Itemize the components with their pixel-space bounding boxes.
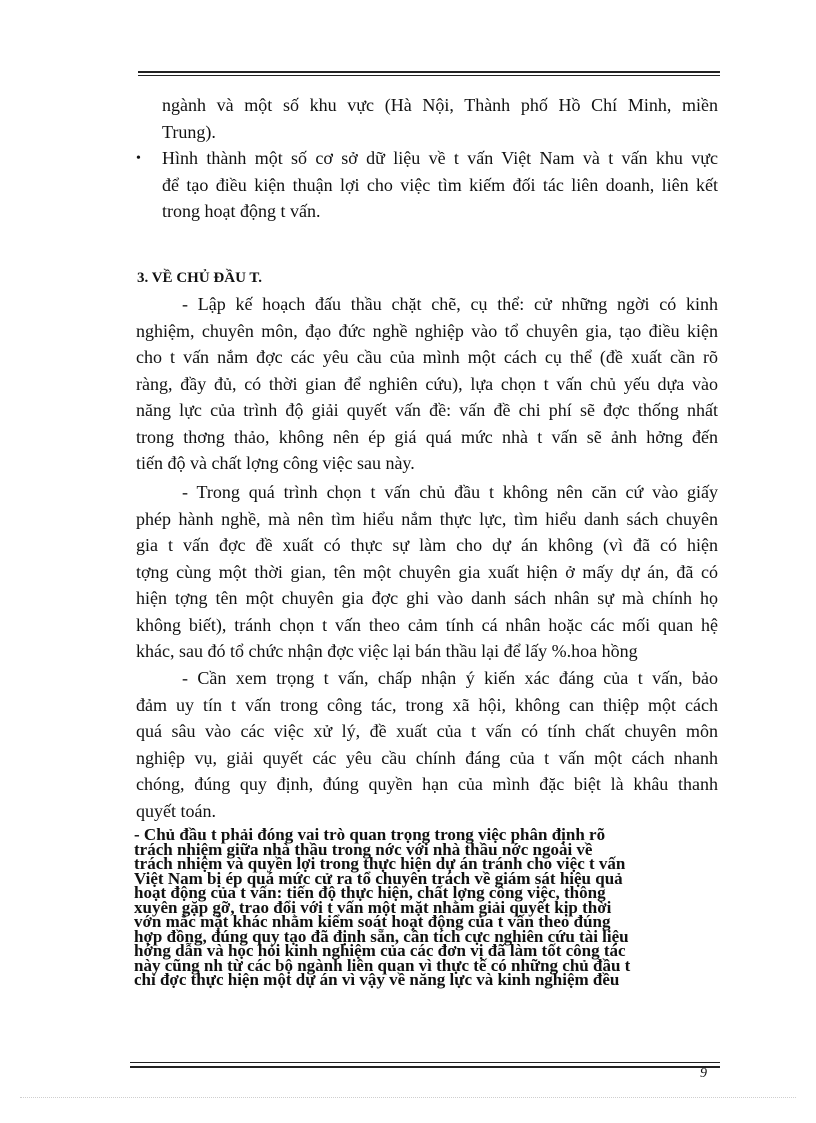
text-line: quá sâu vào các việc xử lý, đề xuất của t vấn có tính chất chuyên môn: [136, 721, 718, 741]
text-line: hiện tợng tên một chuyên gia đợc ghi vào danh sách nhân sự mà chính họ: [136, 588, 718, 608]
text-line: hợp đồng, đúng quy tạo đã định sẵn, cần tích cực nghiên cứu tài liệu: [134, 926, 629, 946]
text-line: nghiệm, chuyên môn, đạo đức nghề nghiệp vào tổ chuyên gia, tạo điều kiện: [136, 320, 718, 341]
text-line: phép hành nghề, mà nên tìm hiểu nắm thực lực, tìm hiểu danh sách chuyên: [136, 508, 718, 529]
text-line: quyết toán.: [136, 800, 216, 821]
text-line: tiến độ và chất lợng công việc sau này.: [136, 453, 415, 473]
text-line: Trung).: [162, 121, 216, 142]
text-line: - Cần xem trọng t vấn, chấp nhận ý kiến xác đáng của t vấn, bảo: [182, 668, 718, 688]
paragraph-respect: [136, 665, 718, 824]
continuation-paragraph: [162, 92, 718, 145]
footer-rule-thin: [130, 1062, 720, 1063]
text-line: hoạt động của t vấn: tiến độ thực hiện, chất lợng công việc, thông: [134, 883, 606, 902]
text-line: ngành và một số khu vực (Hà Nội, Thành phố Hồ Chí Minh, miền: [162, 95, 718, 115]
text-line: trong thơng thảo, không nên ép giá quá mức nhà t vấn sẽ ảnh hởng đến: [136, 426, 718, 447]
text-line: để tạo điều kiện thuận lợi cho việc tìm kiếm đối tác liên doanh, liên kết: [162, 174, 718, 195]
text-line: này cũng nh từ các bộ ngành liên quan vì thực tế có những chủ đầu t: [134, 955, 631, 975]
bullet-symbol: •: [136, 151, 141, 166]
text-line: năng lực của trình độ giải quyết vấn đề: vấn đề chi phí sẽ đợc thống nhất: [136, 400, 718, 420]
footer-rule: [130, 1066, 720, 1068]
text-line: - Chủ đầu t phải đóng vai trò quan trọng trong việc phân định rõ: [134, 825, 606, 844]
text-line: trách nhiệm giữa nhà thầu trong nớc với nhà thầu nớc ngoài về: [134, 839, 593, 859]
text-line: ràng, đầy đủ, có thời gian để nghiên cứu), lựa chọn t vấn chủ yếu dựa vào: [136, 373, 718, 394]
text-line: chỉ đợc thực hiện một dự án vì vậy về năng lực và kinh nghiệm đều: [134, 970, 620, 989]
text-line: xuyên gặp gỡ, trao đổi với t vấn một mặt nhằm giải quyết kịp thời: [134, 897, 612, 917]
bold-paragraph: [134, 825, 720, 989]
header-rule: [138, 71, 720, 73]
paragraph-selection: [136, 479, 718, 665]
text-line: trách nhiệm và quyền lợi trong thực hiện dự án tránh cho việc t vấn: [134, 854, 626, 873]
text-line: chóng, đúng quy định, đúng quyền hạn của mình đặc biệt là khâu thanh: [136, 774, 718, 794]
text-line: - Lập kế hoạch đấu thầu chặt chẽ, cụ thể: cử những ngời có kinh: [182, 294, 718, 314]
header-rule-thin: [138, 75, 720, 76]
text-line: trong hoạt động t vấn.: [162, 201, 321, 221]
text-line: đảm uy tín t vấn trong công tác, trong xã hội, không can thiệp một cách: [136, 694, 718, 715]
text-line: Việt Nam bị ép quá mức cử ra tổ chuyên trách về giám sát hiệu quả: [134, 868, 623, 888]
page-number: 9: [700, 1066, 707, 1081]
paragraph-planning: [136, 291, 718, 477]
text-line: gia t vấn đợc đề xuất có thực sự làm cho dự án không (vì đã có hiện: [136, 535, 718, 555]
text-line: vớn mắc mặt khác nhằm kiểm soát hoạt động của t vấn theo đúng: [134, 912, 611, 931]
text-line: nghiệp vụ, giải quyết các yêu cầu chính đáng của t vấn một cách nhanh: [136, 747, 718, 768]
text-line: cho t vấn nắm đợc các yêu cầu của mình một cách cụ thể (đề xuất cần rõ: [136, 347, 718, 367]
text-line: khác, sau đó tổ chức nhận đợc việc lại bán thầu lại để lấy %.hoa hồng: [136, 641, 638, 661]
bullet-item: [162, 145, 718, 225]
text-line: - Trong quá trình chọn t vấn chủ đầu t không nên căn cứ vào giấy: [182, 482, 718, 502]
section-heading: 3. VỀ CHỦ ĐẦU T.: [137, 270, 263, 286]
page-edge-divider: [20, 1097, 796, 1098]
text-line: không biết), tránh chọn t vấn theo cảm tính cá nhân hoặc các mối quan hệ: [136, 614, 718, 635]
text-line: Hình thành một số cơ sở dữ liệu về t vấn Việt Nam và t vấn khu vực: [162, 148, 718, 168]
text-line: tợng cùng một thời gian, tên một chuyên gia xuất hiện ở mấy dự án, đã có: [136, 561, 718, 582]
text-line: hớng dẫn và học hỏi kinh nghiệm của các đơn vị đã làm tốt công tác: [134, 941, 626, 960]
